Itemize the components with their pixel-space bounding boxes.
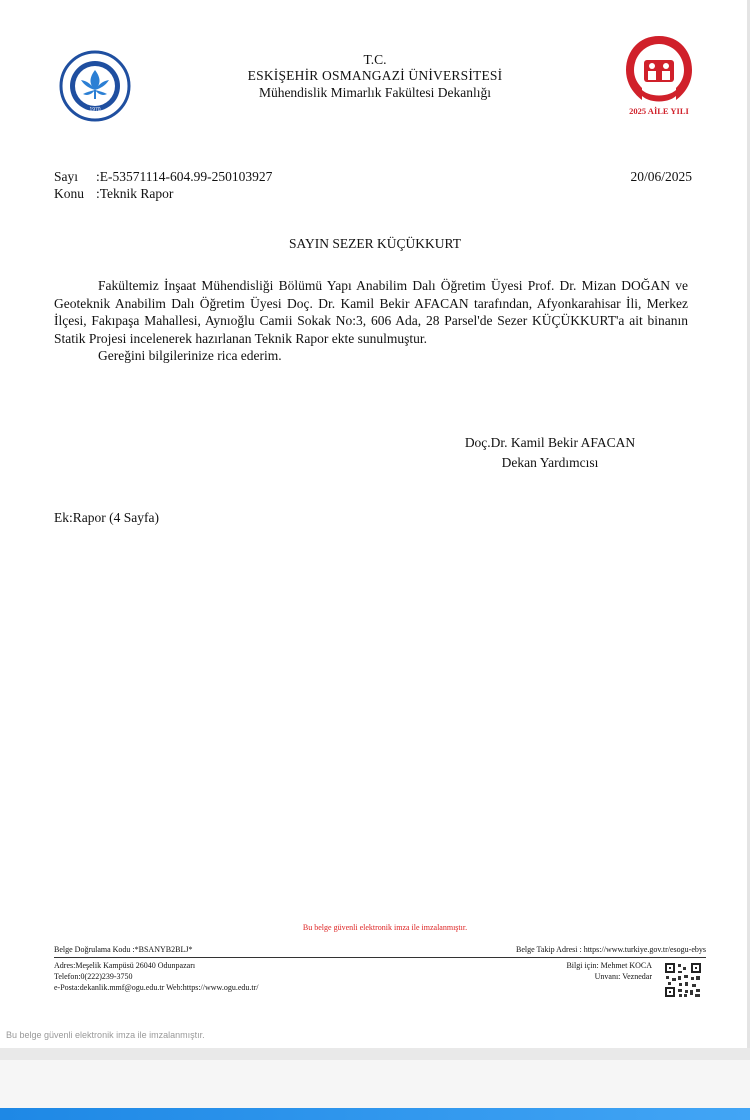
qr-code-icon [664,962,702,998]
attachment-note: Ek:Rapor (4 Sayfa) [54,510,159,525]
info-contact: Bilgi için: Mehmet KOCA [566,961,652,970]
viewer-esign-note: Bu belge güvenli elektronik imza ile imzalanmıştır. [6,1030,205,1040]
viewer-panel [0,1060,750,1108]
letter-body [54,277,688,365]
document-date: 20/06/2025 [630,169,692,184]
header-line-tc: T.C. [363,52,387,67]
body-paragraph: Fakültemiz İnşaat Mühendisliği Bölümü Yapı Anabilim Dalı Öğretim Üyesi Prof. Dr. Mizan DOĞAN ve Geoteknik Anabilim Dalı Öğretim Üyesi Doç. Dr. Kamil Bekir AFACAN tarafından, Afyonkarahisar İli, Merkez İlçesi, Fakıpaşa Mahallesi, Aynıoğlu Camii Sokak No:3, 606 Ada, 28 Parsel'de Sezer KÜÇÜKKURT'a ait binanın Statik Projesi incelenerek hazırlanan Teknik Rapor ekte sunulmuştur. [54,278,688,346]
info-title: Unvanı: Veznedar [594,972,652,981]
phone: Telefon:0(222)239-3750 [54,972,133,981]
header-university: ESKİŞEHİR OSMANGAZİ ÜNİVERSİTESİ [247,68,503,83]
body-closing: Gereğini bilgilerinize rica ederim. [98,348,282,363]
university-seal-icon [53,50,137,122]
address: Adres:Meşelik Kampüsü 26040 Odunpazarı [54,961,196,970]
salutation: SAYIN SEZER KÜÇÜKKURT [289,236,461,251]
viewer-gap [0,1048,750,1060]
signatory-name: Doç.Dr. Kamil Bekir AFACAN [464,435,636,450]
esign-note: Bu belge güvenli elektronik imza ile imzalanmıştır. [302,923,468,932]
signatory-title: Dekan Yardımcısı [501,455,599,470]
email-web: e-Posta:dekanlik.mmf@ogu.edu.tr Web:https://www.ogu.edu.tr/ [54,983,259,992]
konu-label: Konu [54,186,84,201]
sayi-label: Sayı [54,169,79,184]
svg-text:1970: 1970 [89,107,101,113]
tracking-address: Belge Takip Adresi : https://www.turkiye.gov.tr/esogu-ebys [515,945,706,954]
sayi-value: :E-53571114-604.99-250103927 [96,169,273,184]
verification-code: Belge Doğrulama Kodu :*BSANYB2BLJ* [54,945,193,954]
header-faculty: Mühendislik Mimarlık Fakültesi Dekanlığı [258,85,492,100]
konu-value: :Teknik Rapor [96,186,174,201]
family-year-logo-text: 2025 AİLE YILI [629,106,689,116]
footer-divider [54,957,706,958]
bottom-accent-bar [0,1108,750,1120]
